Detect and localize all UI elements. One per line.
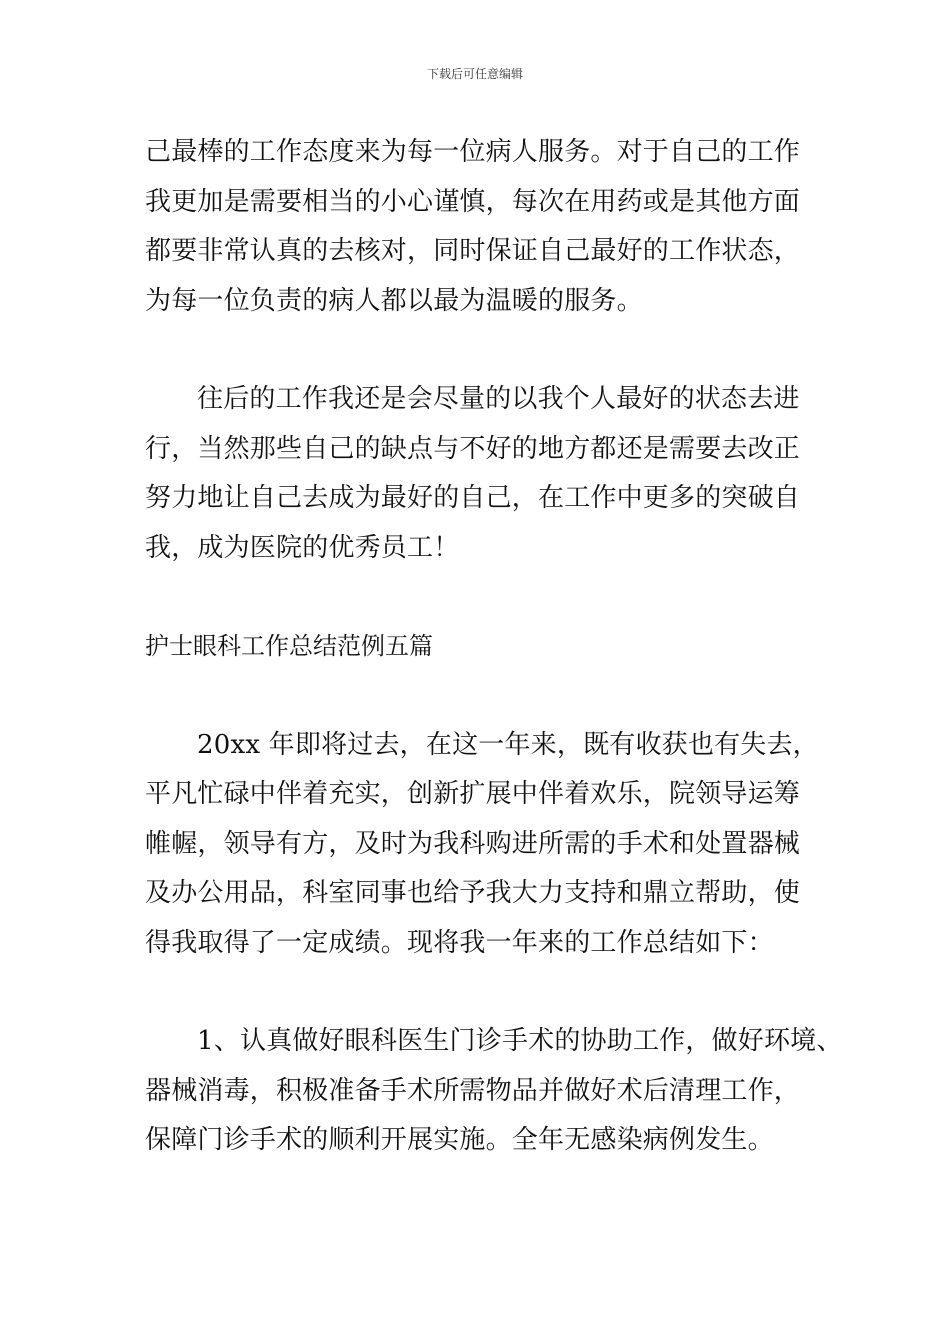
paragraph-line: 我更加是需要相当的小心谨慎，每次在用药或是其他方面 (145, 186, 801, 217)
paragraph-line: 得我取得了一定成绩。现将我一年来的工作总结如下： (145, 927, 774, 958)
header-note: 下载后可任意编辑 (426, 67, 523, 81)
paragraph (145, 375, 845, 573)
paragraph-line: 我，成为医院的优秀员工！ (145, 532, 460, 563)
paragraph-line: 20xx 年即将过去，在这一年来，既有收获也有失去， (197, 729, 819, 760)
paragraph (145, 128, 845, 326)
paragraph (145, 1017, 845, 1166)
section-heading: 护士眼科工作总结范例五篇 (145, 632, 433, 660)
paragraph-line: 往后的工作我还是会尽量的以我个人最好的状态去进 (197, 384, 800, 414)
paragraph-line: 为每一位负责的病人都以最为温暖的服务。 (145, 285, 643, 316)
paragraph-line: 己最棒的工作态度来为每一位病人服务。对于自己的工作 (145, 137, 801, 167)
paragraph-line: 及办公用品，科室同事也给予我大力支持和鼎立帮助，使 (145, 878, 801, 908)
paragraph-line: 行，当然那些自己的缺点与不好的地方都还是需要去改正 (145, 433, 801, 464)
paragraph-line: 帷幄，领导有方，及时为我科购进所需的手术和处置器械 (145, 828, 801, 859)
document-body (145, 128, 845, 1215)
paragraph (145, 721, 845, 969)
paragraph-line: 保障门诊手术的顺利开展实施。全年无感染病例发生。 (145, 1125, 774, 1155)
paragraph-line: 器械消毒，积极准备手术所需物品并做好术后清理工作， (145, 1075, 801, 1106)
paragraph-line: 努力地让自己去成为最好的自己，在工作中更多的突破自 (145, 483, 801, 513)
paragraph-line: 都要非常认真的去核对，同时保证自己最好的工作状态， (145, 236, 801, 266)
paragraph-line: 1、认真做好眼科医生门诊手术的协助工作，做好环境、 (197, 1026, 843, 1056)
paragraph-line: 平凡忙碌中伴着充实，创新扩展中伴着欢乐，院领导运筹 (145, 779, 801, 809)
